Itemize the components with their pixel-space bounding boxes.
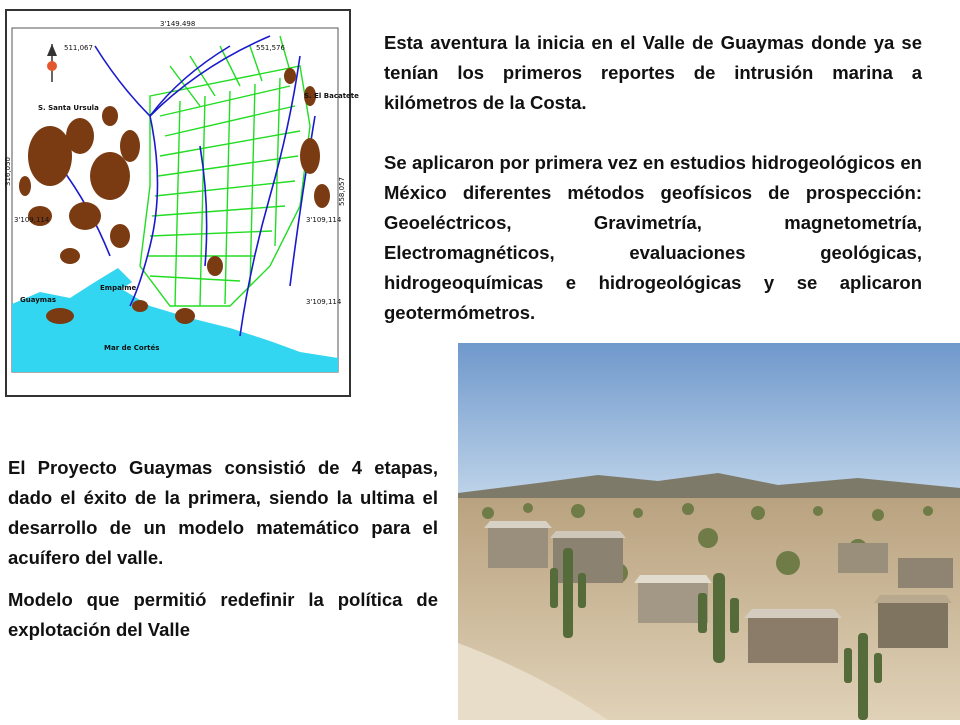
bottom-paragraph-2: Modelo que permitió redefinir la política de explotación del Valle bbox=[8, 589, 438, 640]
map-coord-right-low: 3'109,114 bbox=[306, 216, 342, 224]
map-coord-right-mid: 558,057 bbox=[338, 177, 346, 206]
map-coord-top-left: 511,067 bbox=[64, 44, 93, 52]
bottom-text-block bbox=[8, 453, 438, 645]
top-paragraph-2: Se aplicaron por primera vez en estudios hidrogeológicos en México diferentes métodos geofísicos de prospección: Geoeléctricos, Gravimetría, magnetometría, Electromagnéticos, evaluaciones geológicas, hidrogeoquímicas e hidrogeológicas y se aplicaron geotermómetros. bbox=[384, 152, 922, 323]
map-label-bacatete: S. El Bacatete bbox=[304, 92, 359, 100]
photo-sky bbox=[458, 343, 960, 493]
map-coord-left-low: 3'109,114 bbox=[14, 216, 50, 224]
settlement-photo bbox=[458, 343, 960, 720]
bottom-paragraph-1: El Proyecto Guaymas consistió de 4 etapas, dado el éxito de la primera, siendo la ultima el desarrollo de un modelo matemático para el acuífero del valle. bbox=[8, 457, 438, 568]
map-coord-top-right: 551,576 bbox=[256, 44, 285, 52]
top-paragraph-1: Esta aventura la inicia en el Valle de Guaymas donde ya se tenían los primeros reportes de intrusión marina a kilómetros de la Costa. bbox=[384, 32, 922, 113]
map-coord-left-mid: 316,050 bbox=[4, 157, 12, 186]
map-coord-top: 3'149.498 bbox=[160, 20, 196, 28]
map-label-empalme: Empalme bbox=[100, 284, 137, 292]
photo-svg bbox=[458, 343, 960, 720]
map-svg bbox=[0, 6, 359, 398]
valley-map bbox=[0, 6, 359, 398]
top-text-block bbox=[384, 28, 922, 328]
map-label-sea: Mar de Cortés bbox=[104, 344, 160, 352]
map-label-santa-ursula: S. Santa Ursula bbox=[38, 104, 99, 112]
map-label-guaymas: Guaymas bbox=[20, 296, 56, 304]
map-coord-right-bottom: 3'109,114 bbox=[306, 298, 342, 306]
